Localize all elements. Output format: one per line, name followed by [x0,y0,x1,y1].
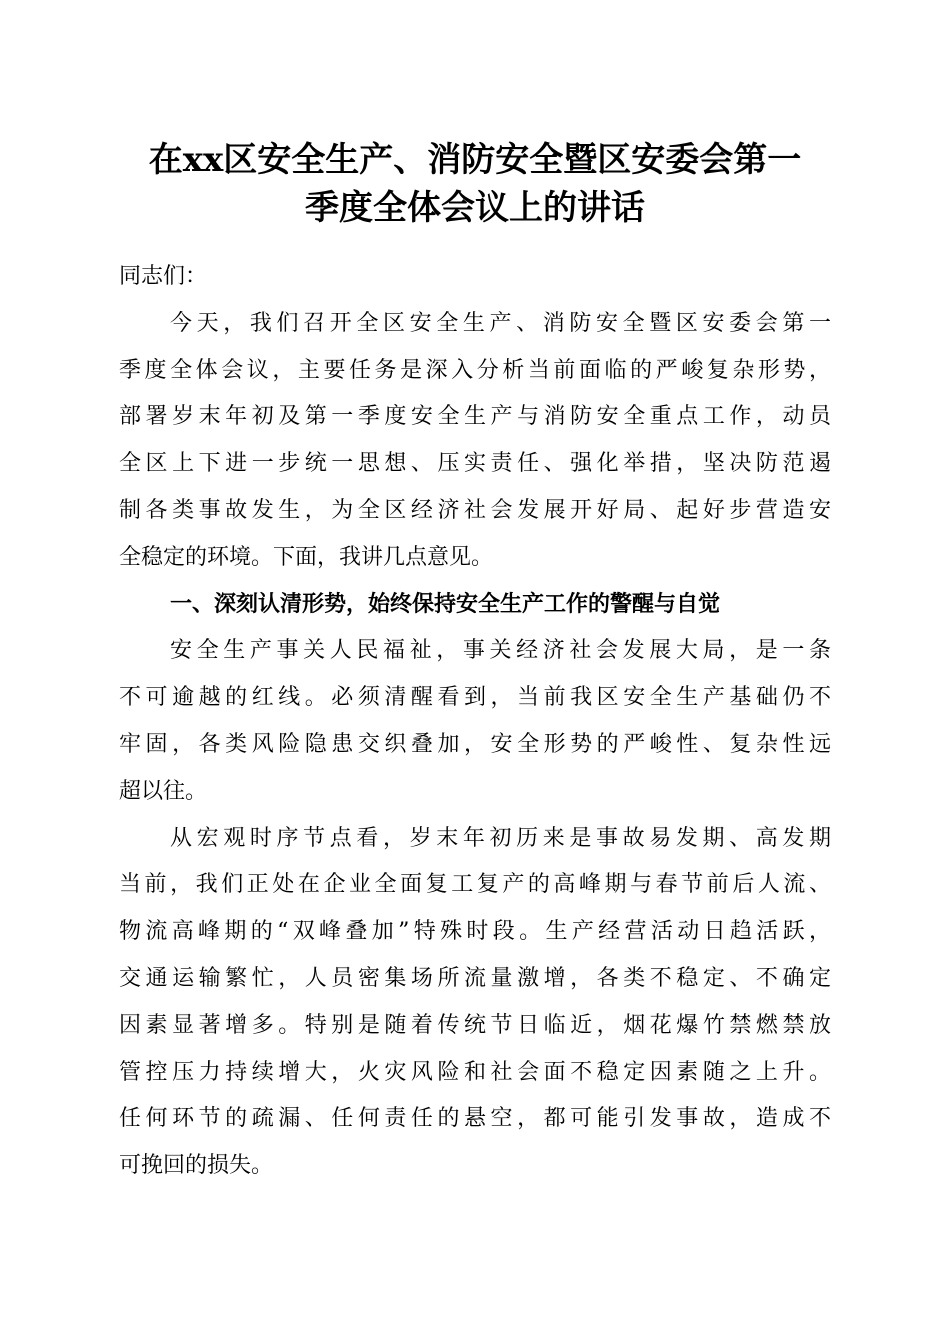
paragraph-line: 任何环节的疏漏、任何责任的悬空，都可能引发事故，造成不 [119,1106,831,1132]
paragraph-situation [119,628,831,815]
paragraph-line: 管控压力持续增大，火灾风险和社会面不稳定因素随之上升。 [119,1059,831,1085]
salutation: 同志们： [119,264,208,289]
paragraph-line: 牢固，各类风险隐患交织叠加，安全形势的严峻性、复杂性远 [119,731,831,757]
paragraph-line: 当前，我们正处在企业全面复工复产的高峰期与春节前后人流、 [119,872,831,898]
paragraph-line: 安全生产事关人民福祉，事关经济社会发展大局，是一条 [170,638,831,664]
paragraph-line: 不可逾越的红线。必须清醒看到，当前我区安全生产基础仍不 [119,685,831,711]
paragraph-line: 因素显著增多。特别是随着传统节日临近，烟花爆竹禁燃禁放 [119,1012,831,1038]
paragraph-line: 全稳定的环境。下面，我讲几点意见。 [119,544,494,570]
document-title [100,136,850,232]
paragraph-line: 可挽回的损失。 [119,1153,274,1179]
paragraph-line: 从宏观时序节点看，岁末年初历来是事故易发期、高发期 [170,825,831,851]
title-line-2: 季度全体会议上的讲话 [305,188,645,228]
section-heading-1: 一、深刻认清形势，始终保持安全生产工作的警醒与自觉 [170,591,721,617]
paragraph-line: 制各类事故发生，为全区经济社会发展开好局、起好步营造安 [119,497,831,523]
paragraph-line: 部署岁末年初及第一季度安全生产与消防安全重点工作，动员 [119,404,831,430]
paragraph-line: 超以往。 [119,778,208,804]
paragraph-line: 交通运输繁忙，人员密集场所流量激增，各类不稳定、不确定 [119,965,831,991]
paragraph-intro [119,301,831,582]
paragraph-timing [119,816,831,1190]
title-line-1: 在xx区安全生产、消防安全暨区安委会第一 [148,140,802,180]
paragraph-line: 今天，我们召开全区安全生产、消防安全暨区安委会第一 [170,310,831,336]
paragraph-line: 全区上下进一步统一思想、压实责任、强化举措，坚决防范遏 [119,451,831,477]
document-body [119,254,831,1190]
paragraph-line: 物流高峰期的“双峰叠加”特殊时段。生产经营活动日趋活跃， [119,919,831,945]
paragraph-line: 季度全体会议，主要任务是深入分析当前面临的严峻复杂形势， [119,357,831,383]
